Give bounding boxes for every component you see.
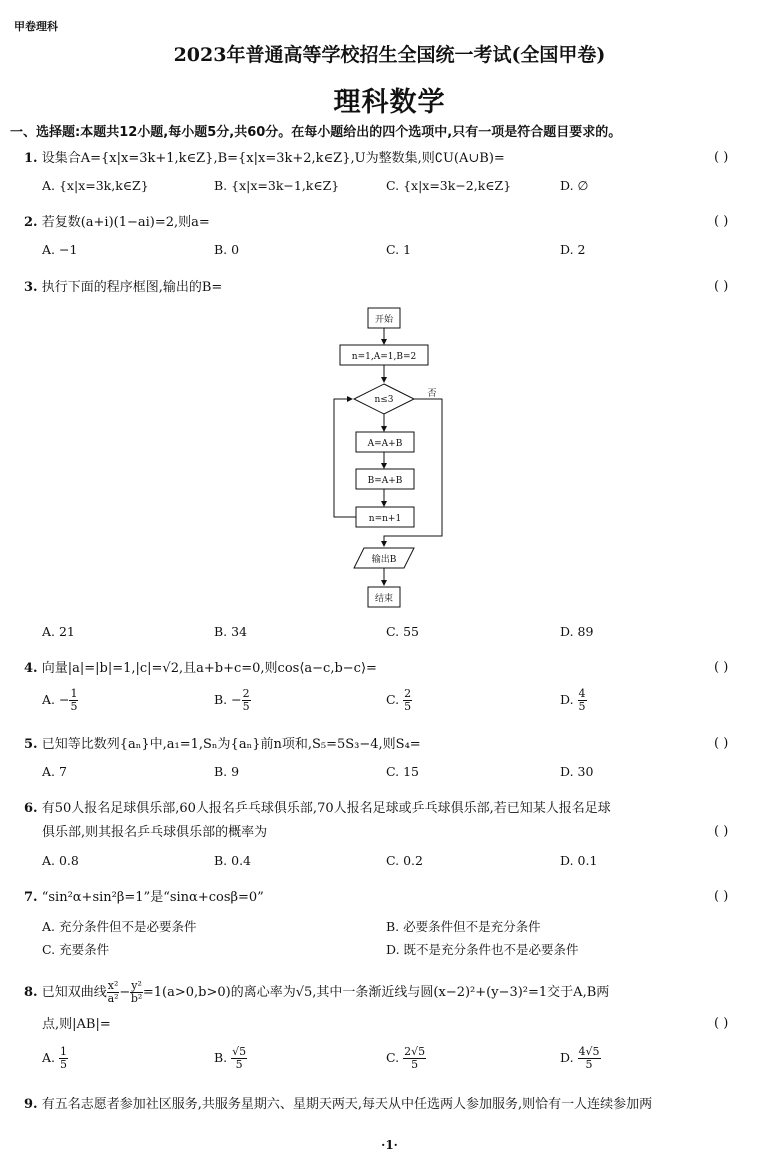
option-d: [560, 1046, 601, 1071]
answer-paren: ( ): [714, 824, 729, 839]
denominator: 5: [235, 1058, 243, 1071]
numerator: √5: [232, 1045, 247, 1058]
numerator: 2√5: [404, 1045, 426, 1058]
init-label: n=1,A=1,B=2: [351, 352, 417, 362]
option-b: [214, 688, 251, 713]
question-1: [24, 150, 505, 168]
option-b: B. 必要条件但不是充分条件: [386, 919, 541, 934]
question-text: 设集合A={x|x=3k+1,k∈Z},B={x|x=3k+2,k∈Z},U为整数集,则∁U(A∪B)=: [41, 151, 505, 166]
fraction: [403, 688, 412, 713]
option-a: [42, 688, 78, 713]
question-text: 已知双曲线: [41, 985, 107, 1000]
question-text: 有50人报名足球俱乐部,60人报名乒乓球俱乐部,70人报名足球或乒乓球俱乐部,若已知某人报名足球: [41, 801, 611, 816]
numerator: 2: [242, 687, 250, 700]
start-label: 开始: [374, 315, 394, 325]
question-8: 8. 已知双曲线 $\frac{\text{x²}}{\text{a²}}$ − $\frac{\text{y²}}{\text{b²}}$ =1(a>0,b>0)的离心率为√5,其中一条渐近线与圆(x−2)²+(y−3)²=1交于A,B两: [24, 979, 610, 1005]
option-label: A.: [42, 1050, 59, 1065]
option-c: C. 0.2: [386, 853, 423, 868]
option-a: [42, 1046, 68, 1071]
question-number: 3.: [24, 280, 38, 295]
numerator: 1: [59, 1045, 67, 1058]
option-d: D. 既不是充分条件也不是必要条件: [386, 942, 579, 957]
paper-label: 甲卷理科: [14, 20, 58, 33]
option-label: C.: [386, 1050, 404, 1065]
question-9: [24, 1096, 769, 1114]
option-c: [386, 688, 412, 713]
question-text-line2: 俱乐部,则其报名乒乓球俱乐部的概率为: [42, 825, 268, 840]
fraction: [130, 980, 143, 1005]
option-d: D. 0.1: [560, 853, 598, 868]
answer-paren: ( ): [714, 279, 729, 294]
denominator: 5: [411, 1058, 419, 1071]
fraction: [578, 688, 587, 713]
fraction: [107, 980, 120, 1005]
option-a: A. 7: [42, 764, 67, 779]
question-text: 执行下面的程序框图,输出的B=: [41, 280, 223, 295]
option-a: A. 充分条件但不是必要条件: [42, 919, 197, 934]
question-5: [24, 736, 421, 754]
exam-title: 2023年普通高等学校招生全国统一考试(全国甲卷): [173, 44, 606, 66]
denominator: 5: [578, 700, 586, 713]
option-label: B. −: [214, 692, 242, 707]
question-number: 7.: [24, 890, 38, 905]
question-text: 若复数(a+i)(1−ai)=2,则a=: [41, 215, 210, 230]
option-d: [560, 688, 587, 713]
question-text: “sin²α+sin²β=1”是“sinα+cosβ=0”: [41, 890, 264, 905]
denominator: 5: [242, 700, 250, 713]
option-c: C. 1: [386, 242, 412, 257]
option-c: C. 55: [386, 624, 419, 639]
question-number: 8.: [24, 985, 38, 1000]
denominator: 5: [585, 1058, 593, 1071]
question-text: 有五名志愿者参加社区服务,共服务星期六、星期天两天,每天从中任选两人参加服务,则恰有一人连续参加两: [41, 1097, 653, 1112]
numerator: 4√5: [578, 1045, 600, 1058]
question-text: 向量|a|=|b|=1,|c|=√2,且a+b+c=0,则cos⟨a−c,b−c⟩=: [41, 661, 377, 676]
numerator: y²: [131, 979, 142, 992]
option-b: B. 9: [214, 764, 240, 779]
option-b: [214, 1046, 247, 1071]
option-a: A. −1: [42, 242, 78, 257]
option-a: A. 21: [42, 624, 75, 639]
fraction: [69, 688, 78, 713]
option-c: C. 充要条件: [42, 942, 110, 957]
numerator: x²: [107, 979, 119, 992]
answer-paren: ( ): [714, 1016, 729, 1031]
question-number: 5.: [24, 737, 38, 752]
fraction: [403, 1046, 426, 1071]
fraction: [59, 1046, 68, 1071]
question-4: [24, 660, 377, 678]
option-a: A. 0.8: [42, 853, 79, 868]
question-2: [24, 214, 210, 232]
answer-paren: ( ): [714, 214, 729, 229]
question-number: 6.: [24, 801, 38, 816]
option-d: D. 89: [560, 624, 594, 639]
no-label: 否: [427, 389, 437, 399]
question-text-line2: 点,则|AB|=: [42, 1017, 111, 1032]
step-b-label: B=A+B: [367, 476, 403, 486]
option-d: D. 2: [560, 242, 586, 257]
fraction: [578, 1046, 601, 1071]
step-a-label: A=A+B: [367, 439, 403, 449]
step-n-label: n=n+1: [368, 514, 402, 524]
denominator: 5: [70, 700, 78, 713]
option-d: D. ∅: [560, 178, 589, 193]
denominator: 5: [59, 1058, 67, 1071]
option-b: B. {x|x=3k−1,k∈Z}: [214, 178, 340, 193]
end-label: 结束: [374, 594, 394, 604]
question-text: 已知等比数列{aₙ}中,a₁=1,Sₙ为{aₙ}前n项和,S₅=5S₃−4,则S₄=: [41, 737, 421, 752]
denominator: 5: [404, 700, 412, 713]
option-c: [386, 1046, 426, 1071]
question-number: 1.: [24, 151, 38, 166]
question-text: =1(a>0,b>0)的离心率为√5,其中一条渐近线与圆(x−2)²+(y−3)²=1交于A,B两: [142, 985, 610, 1000]
answer-paren: ( ): [714, 889, 729, 904]
option-c: C. {x|x=3k−2,k∈Z}: [386, 178, 512, 193]
option-d: D. 30: [560, 764, 594, 779]
option-c: C. 15: [386, 764, 419, 779]
option-b: B. 0.4: [214, 853, 252, 868]
option-label: C.: [386, 692, 404, 707]
option-label: D.: [560, 692, 578, 707]
section-instructions: 一、选择题:本题共12小题,每小题5分,共60分。在每小题给出的四个选项中,只有一项是符合题目要求的。: [10, 125, 622, 140]
numerator: 4: [578, 687, 586, 700]
question-6: [24, 800, 764, 818]
numerator: 2: [404, 687, 412, 700]
question-number: 9.: [24, 1097, 38, 1112]
exam-subject: 理科数学: [333, 87, 446, 118]
denominator: a²: [107, 992, 119, 1005]
output-label: 输出B: [371, 555, 397, 565]
answer-paren: ( ): [714, 660, 729, 675]
option-a: A. {x|x=3k,k∈Z}: [42, 178, 149, 193]
option-label: A. −: [42, 692, 70, 707]
page-number: ·1·: [381, 1138, 398, 1152]
answer-paren: ( ): [714, 736, 729, 751]
option-b: B. 34: [214, 624, 248, 639]
option-label: D.: [560, 1050, 578, 1065]
question-7: [24, 889, 264, 907]
denominator: b²: [130, 992, 143, 1005]
option-label: B.: [214, 1050, 232, 1065]
numerator: 1: [70, 687, 78, 700]
fraction: [242, 688, 251, 713]
option-b: B. 0: [214, 242, 240, 257]
question-number: 4.: [24, 661, 38, 676]
fraction: [231, 1046, 247, 1071]
condition-label: n≤3: [374, 395, 394, 405]
question-3: [24, 279, 222, 297]
program-flowchart: [320, 300, 460, 615]
question-number: 2.: [24, 215, 38, 230]
answer-paren: ( ): [714, 150, 729, 165]
